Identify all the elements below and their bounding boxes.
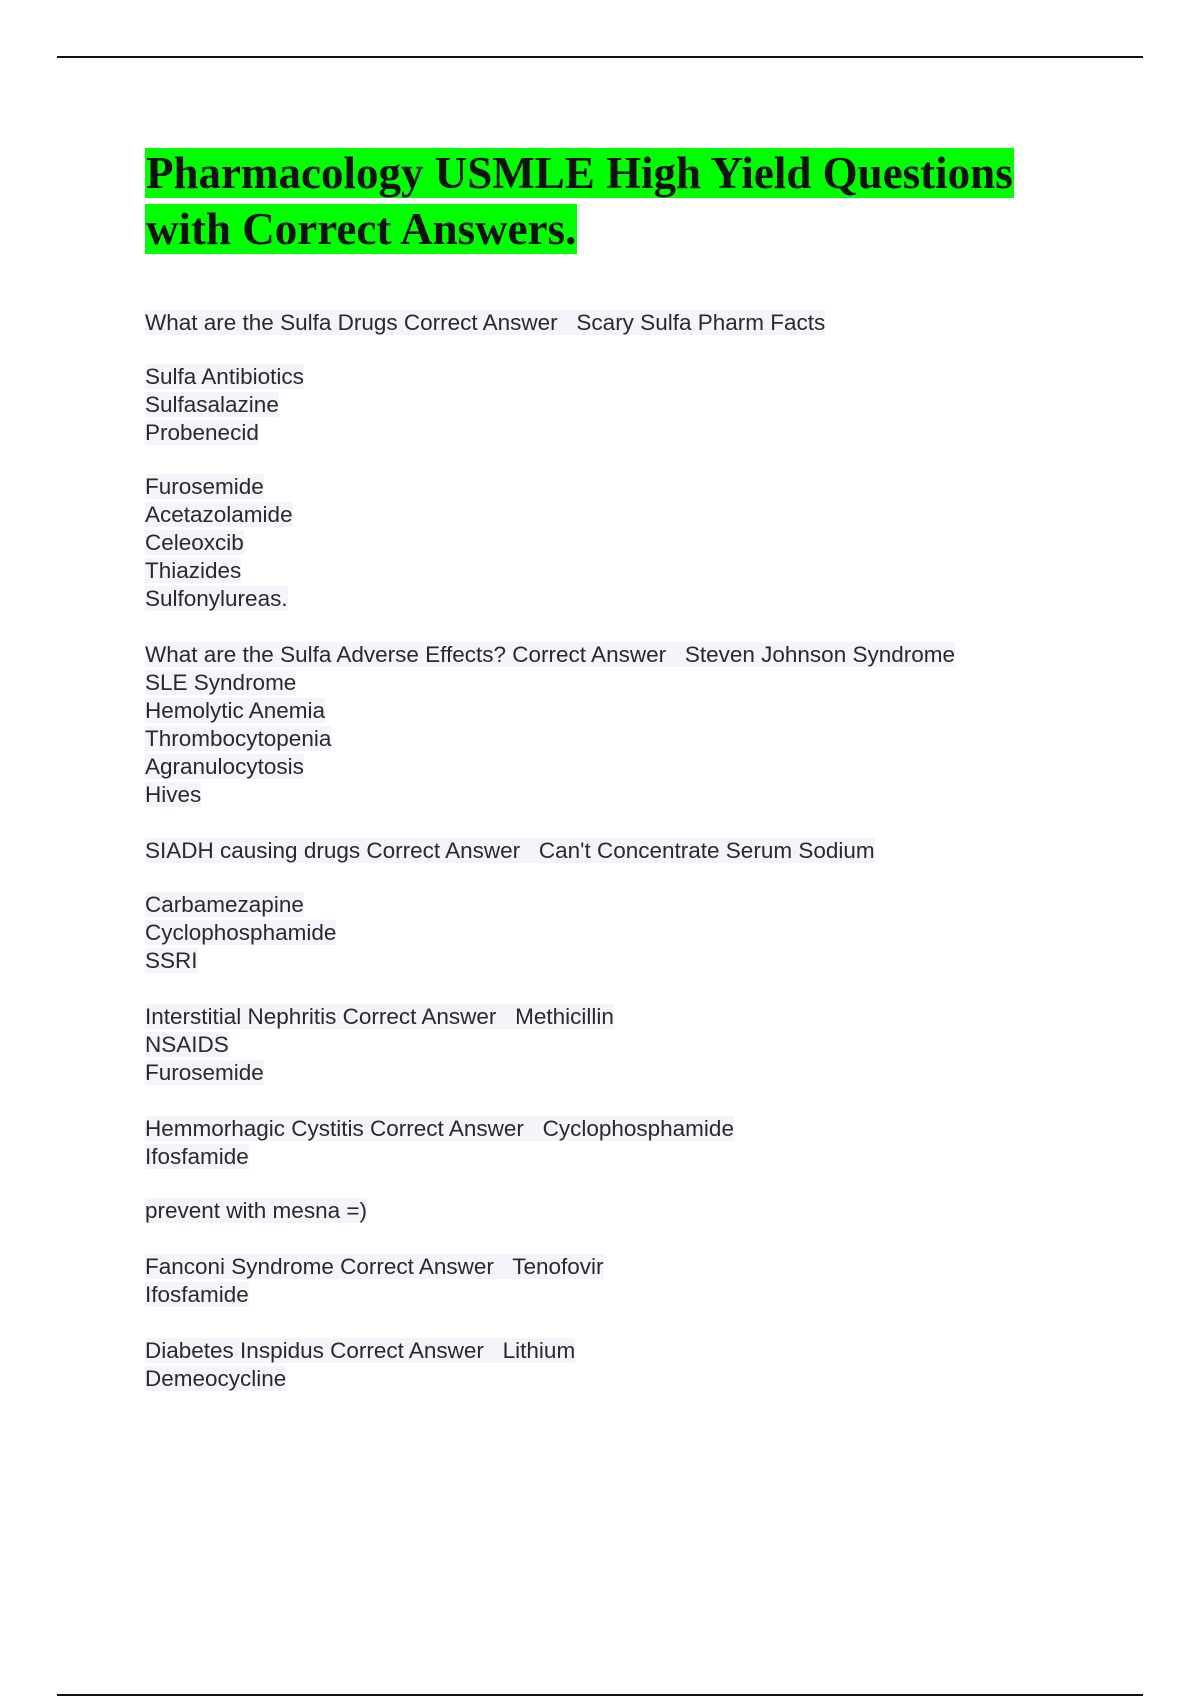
line-text: Thiazides bbox=[145, 558, 242, 583]
document-body bbox=[145, 145, 1085, 1421]
line-text: prevent with mesna =) bbox=[145, 1198, 367, 1223]
line-text: Celeoxcib bbox=[145, 530, 244, 555]
line-text: Acetazolamide bbox=[145, 502, 293, 527]
qa-block bbox=[145, 837, 1085, 975]
line-text: Hemolytic Anemia bbox=[145, 698, 326, 723]
qa-answer-line bbox=[145, 363, 1085, 391]
footer-rule bbox=[57, 1694, 1143, 1696]
line-text: Demeocycline bbox=[145, 1366, 287, 1391]
qa-answer-line bbox=[145, 697, 1085, 725]
qa-answer-line bbox=[145, 391, 1085, 419]
line-text: Hives bbox=[145, 782, 202, 807]
qa-question-line bbox=[145, 837, 1085, 865]
qa-answer-line bbox=[145, 529, 1085, 557]
qa-answer-line bbox=[145, 1031, 1085, 1059]
qa-block bbox=[145, 1253, 1085, 1309]
qa-answer-line bbox=[145, 1365, 1085, 1393]
qa-answer-line bbox=[145, 891, 1085, 919]
line-text: Fanconi Syndrome Correct Answer Tenofovir bbox=[145, 1254, 604, 1279]
line-text: SLE Syndrome bbox=[145, 670, 297, 695]
qa-answer-line bbox=[145, 725, 1085, 753]
line-text: Carbamezapine bbox=[145, 892, 304, 917]
qa-answer-line bbox=[145, 557, 1085, 585]
qa-answer-line bbox=[145, 669, 1085, 697]
line-text: Sulfa Antibiotics bbox=[145, 364, 304, 389]
line-text: Agranulocytosis bbox=[145, 754, 304, 779]
line-text: SSRI bbox=[145, 948, 198, 973]
qa-list bbox=[145, 309, 1085, 1393]
qa-question-line bbox=[145, 1003, 1085, 1031]
header-rule bbox=[57, 56, 1143, 58]
qa-answer-line bbox=[145, 753, 1085, 781]
qa-answer-line bbox=[145, 1059, 1085, 1087]
qa-block bbox=[145, 1115, 1085, 1225]
line-text: Furosemide bbox=[145, 1060, 264, 1085]
line-text: SIADH causing drugs Correct Answer Can't Concentrate Serum Sodium bbox=[145, 838, 875, 863]
qa-block bbox=[145, 641, 1085, 809]
qa-answer-line bbox=[145, 1281, 1085, 1309]
line-text: What are the Sulfa Adverse Effects? Correct Answer Steven Johnson Syndrome bbox=[145, 642, 955, 667]
line-text: Cyclophosphamide bbox=[145, 920, 337, 945]
qa-block bbox=[145, 309, 1085, 613]
qa-answer-line bbox=[145, 947, 1085, 975]
line-text: Furosemide bbox=[145, 474, 264, 499]
line-text: Interstitial Nephritis Correct Answer Methicillin bbox=[145, 1004, 614, 1029]
qa-answer-line bbox=[145, 501, 1085, 529]
line-text: NSAIDS bbox=[145, 1032, 229, 1057]
line-text: Thrombocytopenia bbox=[145, 726, 332, 751]
blank-line bbox=[145, 1171, 1085, 1197]
line-text: Ifosfamide bbox=[145, 1282, 249, 1307]
qa-answer-line bbox=[145, 585, 1085, 613]
qa-answer-line bbox=[145, 473, 1085, 501]
qa-question-line bbox=[145, 1337, 1085, 1365]
qa-block bbox=[145, 1337, 1085, 1393]
line-text: Sulfasalazine bbox=[145, 392, 279, 417]
document-title-text: Pharmacology USMLE High Yield Questions with Correct Answers. bbox=[146, 148, 1013, 254]
qa-question-line bbox=[145, 1115, 1085, 1143]
line-text: Sulfonylureas. bbox=[145, 586, 288, 611]
qa-answer-line bbox=[145, 1143, 1085, 1171]
blank-line bbox=[145, 337, 1085, 363]
qa-answer-line bbox=[145, 781, 1085, 809]
document-title bbox=[145, 145, 1085, 257]
qa-block bbox=[145, 1003, 1085, 1087]
line-text: Diabetes Inspidus Correct Answer Lithium bbox=[145, 1338, 576, 1363]
blank-line bbox=[145, 447, 1085, 473]
qa-question-line bbox=[145, 1253, 1085, 1281]
line-text: Hemmorhagic Cystitis Correct Answer Cyclophosphamide bbox=[145, 1116, 734, 1141]
qa-question-line bbox=[145, 641, 1085, 669]
blank-line bbox=[145, 865, 1085, 891]
qa-answer-line bbox=[145, 419, 1085, 447]
line-text: Probenecid bbox=[145, 420, 259, 445]
line-text: What are the Sulfa Drugs Correct Answer Scary Sulfa Pharm Facts bbox=[145, 310, 826, 335]
qa-answer-line bbox=[145, 919, 1085, 947]
qa-answer-line bbox=[145, 1197, 1085, 1225]
qa-question-line bbox=[145, 309, 1085, 337]
line-text: Ifosfamide bbox=[145, 1144, 249, 1169]
